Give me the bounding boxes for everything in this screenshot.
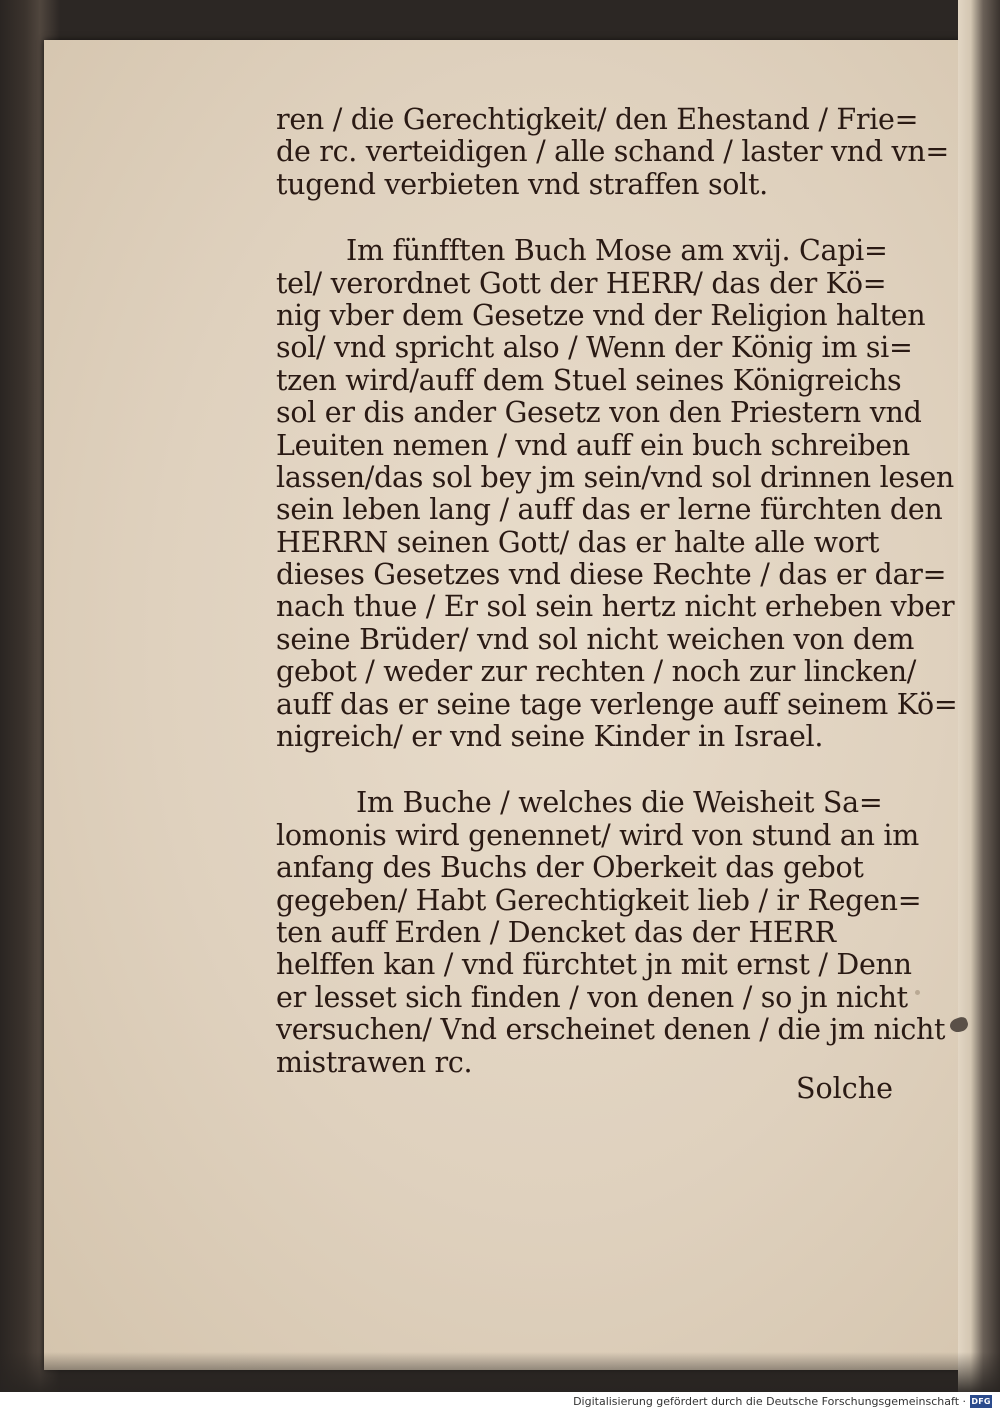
text-line: versuchen/ Vnd erscheinet denen / die jm nicht [276, 1013, 946, 1047]
paper-speck [915, 990, 920, 995]
catchword: Solche [796, 1072, 893, 1105]
text-line: tel/ verordnet Gott der HERR/ das der Kö= [276, 266, 887, 300]
scan-shadow [0, 1352, 1000, 1392]
text-line: helffen kan / vnd fürchtet jn mit ernst / Denn [276, 948, 912, 982]
paragraph-2 [276, 234, 958, 754]
text-line: auff das er seine tage verlenge auff seinem Kö= [276, 687, 958, 721]
text-line: tzen wird/auff dem Stuel seines Königreichs [276, 363, 902, 397]
text-line: lassen/das sol bey jm sein/vnd sol drinnen lesen [276, 460, 954, 494]
text-line: Im Buche / welches die Weisheit Sa= [356, 786, 883, 820]
text-line: gebot / weder zur rechten / noch zur lincken/ [276, 655, 917, 689]
footer-bar [0, 1392, 1000, 1412]
text-line: de rc. verteidigen / alle schand / laster vnd vn= [276, 135, 949, 169]
paragraph-3 [276, 786, 946, 1079]
text-line: seine Brüder/ vnd sol nicht weichen von dem [276, 622, 915, 656]
dfg-logo: DFG [971, 1397, 991, 1406]
funding-credit: Digitalisierung gefördert durch die Deutsche Forschungsgemeinschaft · [573, 1395, 966, 1408]
text-line: ten auff Erden / Dencket das der HERR [276, 915, 836, 949]
page-text [276, 103, 958, 1079]
text-line: er lesset sich finden / von denen / so jn nicht [276, 980, 908, 1014]
text-line: tugend verbieten vnd straffen solt. [276, 167, 768, 201]
text-line: sol/ vnd spricht also / Wenn der König im si= [276, 331, 913, 365]
text-line: sein leben lang / auff das er lerne fürchten den [276, 493, 943, 527]
text-line: mistrawen rc. [276, 1045, 473, 1079]
text-line: anfang des Buchs der Oberkeit das gebot [276, 851, 864, 885]
text-line: Leuiten nemen / vnd auff ein buch schreiben [276, 428, 910, 462]
text-line: nigreich/ er vnd seine Kinder in Israel. [276, 720, 824, 754]
text-line: gegeben/ Habt Gerechtigkeit lieb / ir Regen= [276, 883, 922, 917]
text-line: dieses Gesetzes vnd diese Rechte / das er dar= [276, 558, 947, 592]
text-line: nach thue / Er sol sein hertz nicht erheben vber [276, 590, 955, 624]
text-line: ren / die Gerechtigkeit/ den Ehestand / Frie= [276, 103, 919, 136]
text-line: lomonis wird genennet/ wird von stund an im [276, 818, 919, 852]
page-edge [958, 0, 1000, 1392]
text-line: Im fünfften Buch Mose am xvij. Capi= [346, 234, 888, 268]
text-line: nig vber dem Gesetze vnd der Religion halten [276, 298, 926, 332]
text-line: sol er dis ander Gesetz von den Priestern vnd [276, 396, 922, 430]
paragraph-1 [276, 103, 949, 201]
text-line: HERRN seinen Gott/ das er halte alle wort [276, 525, 880, 559]
